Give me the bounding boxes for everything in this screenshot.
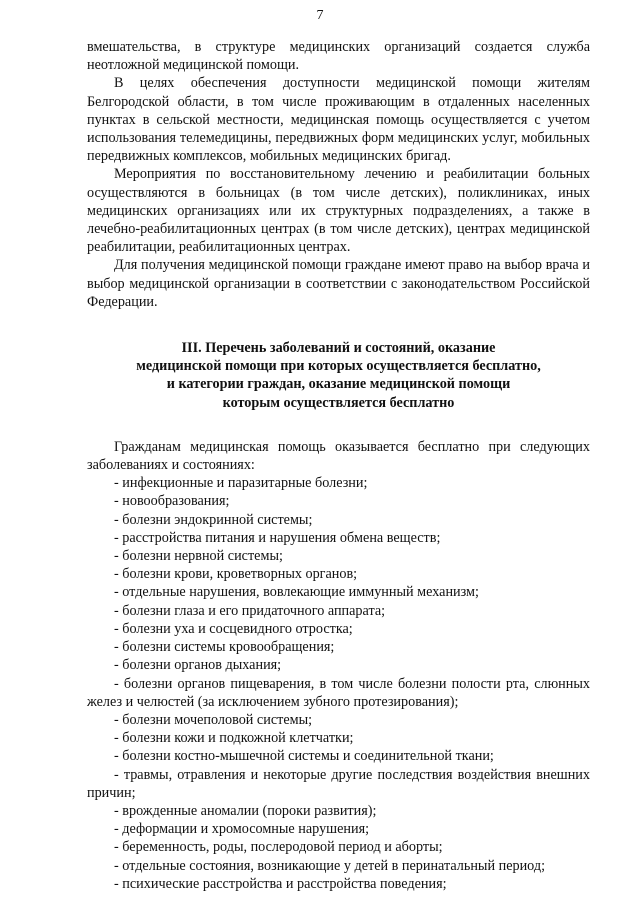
list-item: - врожденные аномалии (пороки развития);	[114, 802, 377, 819]
list-item: - болезни мочеполовой системы;	[114, 711, 313, 728]
page-number: 7	[316, 8, 324, 23]
list-item: - болезни органов пищеварения, в том числе болезни полости рта, слюнных желез и челюстей (за исключением зубного протезирования);	[87, 675, 590, 710]
paragraph-rehabilitation: Мероприятия по восстановительному лечению и реабилитации больных осуществляются в больницах (в том числе детских), поликлиниках, иных медицинских организациях или их структурных подразделениях, а также в лечебно-реабилитационных центрах (в том числе детских), центрах медицинской реабилитации, реабилитационных центрах.	[87, 166, 590, 256]
list-item: - отдельные нарушения, вовлекающие иммунный механизм;	[114, 584, 479, 601]
list-item: - отдельные состояния, возникающие у детей в перинатальный период;	[114, 857, 546, 874]
list-item: - болезни органов дыхания;	[114, 657, 282, 674]
list-item: - травмы, отравления и некоторые другие последствия воздействия внешних причин;	[87, 766, 590, 801]
list-item: - расстройства питания и нарушения обмена веществ;	[114, 529, 441, 546]
list-item: - болезни костно-мышечной системы и соединительной ткани;	[114, 748, 494, 765]
list-item: - психические расстройства и расстройства поведения;	[114, 875, 447, 892]
document-body	[87, 38, 590, 893]
list-item: - болезни нервной системы;	[114, 548, 283, 565]
section-heading-line: медицинской помощи при которых осуществляется бесплатно,	[136, 358, 541, 375]
list-item: - инфекционные и паразитарные болезни;	[114, 475, 368, 492]
list-item: - деформации и хромосомные нарушения;	[114, 821, 370, 838]
paragraph-choice-of-doctor: Для получения медицинской помощи граждане имеют право на выбор врача и выбор медицинской организации в соответствии с законодательством Российской Федерации.	[87, 257, 590, 310]
paragraph-continuation: вмешательства, в структуре медицинских организаций создается служба неотложной медицинской помощи.	[87, 39, 590, 74]
section-intro: Гражданам медицинская помощь оказывается бесплатно при следующих заболеваниях и состояниях:	[87, 438, 590, 474]
list-item: - болезни уха и сосцевидного отростка;	[114, 620, 353, 637]
section-heading	[87, 339, 590, 412]
paragraph-accessibility: В целях обеспечения доступности медицинской помощи жителям Белгородской области, в том числе проживающим в отдаленных населенных пунктах в сельской местности, медицинская помощь осуществляется с учетом использования телемедицины, передвижных форм медицинских услуг, мобильных передвижных комплексов, мобильных медицинских бригад.	[87, 75, 590, 165]
list-item: - болезни кожи и подкожной клетчатки;	[114, 730, 354, 747]
list-item: - болезни эндокринной системы;	[114, 511, 313, 528]
list-item: - болезни глаза и его придаточного аппарата;	[114, 602, 386, 619]
section-heading-line: III. Перечень заболеваний и состояний, оказание	[181, 340, 496, 357]
section-heading-line: которым осуществляется бесплатно	[222, 394, 455, 411]
list-item: - болезни системы кровообращения;	[114, 639, 335, 656]
list-item: - беременность, роды, послеродовой период и аборты;	[114, 839, 443, 856]
list-item: - болезни крови, кроветворных органов;	[114, 566, 358, 583]
diseases-list	[87, 474, 590, 893]
section-heading-line: и категории граждан, оказание медицинской помощи	[166, 376, 511, 393]
list-item: - новообразования;	[114, 493, 230, 510]
